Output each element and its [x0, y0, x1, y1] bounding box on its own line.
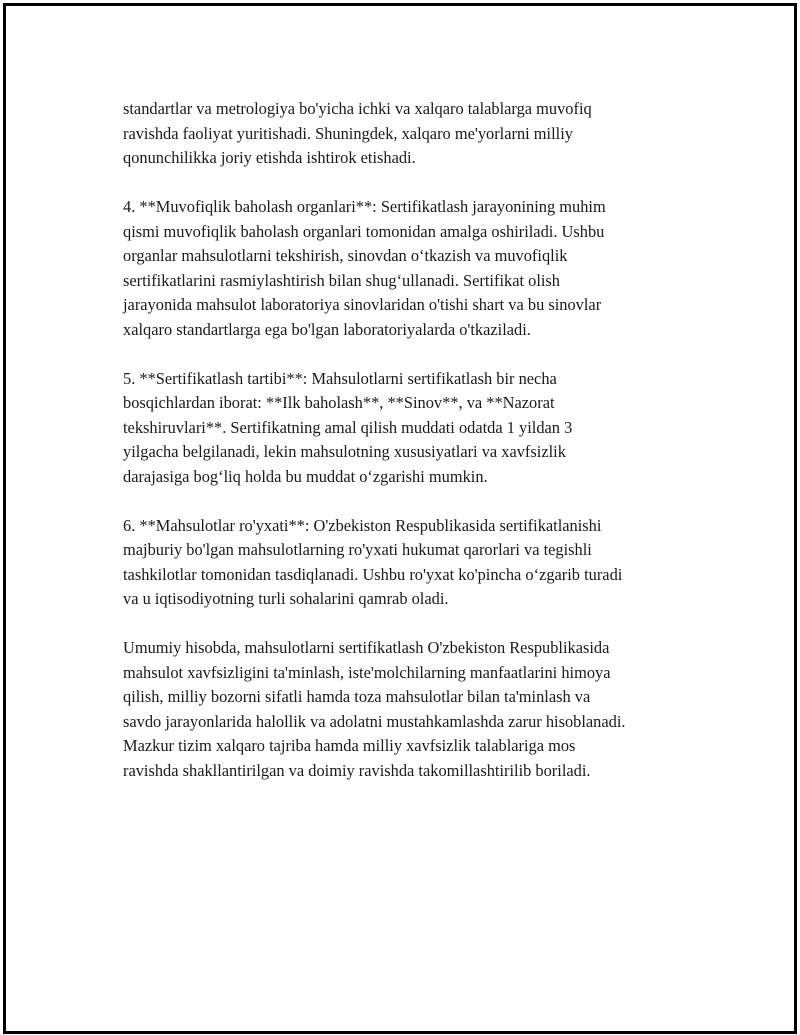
page-frame — [3, 3, 797, 1034]
text-line: ravishda shakllantirilgan va doimiy ravishda takomillashtirilib boriladi. — [123, 760, 591, 780]
text-line: majburiy bo'lgan mahsulotlarning ro'yxati hukumat qarorlari va tegishli — [123, 540, 592, 559]
text-line: standartlar va metrologiya bo'yicha ichki va xalqaro talablarga muvofiq — [123, 99, 592, 118]
text-line: mahsulot xavfsizligini ta'minlash, iste'molchilarning manfaatlarini himoya — [123, 662, 611, 682]
paragraph-item-6 — [123, 514, 703, 612]
paragraph-item-5 — [123, 367, 703, 490]
text-line: jarayonida mahsulot laboratoriya sinovlaridan o'tishi shart va bu sinovlar — [123, 295, 602, 314]
text-line: 6. **Mahsulotlar ro'yxati**: O'zbekiston Respublikasida sertifikatlanishi — [123, 515, 602, 535]
text-line: 4. **Muvofiqlik baholash organlari**: Sertifikatlash jarayonining muhim — [123, 197, 606, 216]
paragraph-intro-continuation — [123, 97, 703, 171]
text-line: qonunchilikka joriy etishda ishtirok etishadi. — [123, 148, 416, 167]
text-line: bosqichlardan iborat: **Ilk baholash**, **Sinov**, va **Nazorat — [123, 393, 555, 412]
text-line: organlar mahsulotlarni tekshirish, sinovdan o‘tkazish va muvofiqlik — [123, 246, 568, 265]
text-line: qismi muvofiqlik baholash organlari tomonidan amalga oshiriladi. Ushbu — [123, 221, 605, 241]
text-line: 5. **Sertifikatlash tartibi**: Mahsulotlarni sertifikatlash bir necha — [123, 368, 557, 388]
text-line: xalqaro standartlarga ega bo'lgan laboratoriyalarda o'tkaziladi. — [123, 319, 531, 339]
text-line: darajasiga bog‘liq holda bu muddat o‘zgarishi mumkin. — [123, 466, 488, 486]
text-line: yilgacha belgilanadi, lekin mahsulotning xususiyatlari va xavfsizlik — [123, 442, 566, 461]
text-line: ravishda faoliyat yuritishadi. Shuningdek, xalqaro me'yorlarni milliy — [123, 123, 573, 143]
text-line: sertifikatlarini rasmiylashtirish bilan shug‘ullanadi. Sertifikat olish — [123, 270, 561, 290]
text-line: qilish, milliy bozorni sifatli hamda toza mahsulotlar bilan ta'minlash va — [123, 687, 591, 706]
paragraph-conclusion — [123, 636, 703, 783]
text-line: savdo jarayonlarida halollik va adolatni mustahkamlashda zarur hisoblanadi. — [123, 711, 626, 731]
document-body — [123, 97, 703, 808]
paragraph-item-4 — [123, 195, 703, 342]
text-line: tashkilotlar tomonidan tasdiqlanadi. Ushbu ro'yxat ko'pincha o‘zgarib turadi — [123, 564, 623, 584]
text-line: Umumiy hisobda, mahsulotlarni sertifikatlash O'zbekiston Respublikasida — [123, 638, 610, 657]
text-line: Mazkur tizim xalqaro tajriba hamda milliy xavfsizlik talablariga mos — [123, 736, 576, 755]
text-line: va u iqtisodiyotning turli sohalarini qamrab oladi. — [123, 589, 449, 608]
text-line: tekshiruvlari**. Sertifikatning amal qilish muddati odatda 1 yildan 3 — [123, 417, 573, 437]
